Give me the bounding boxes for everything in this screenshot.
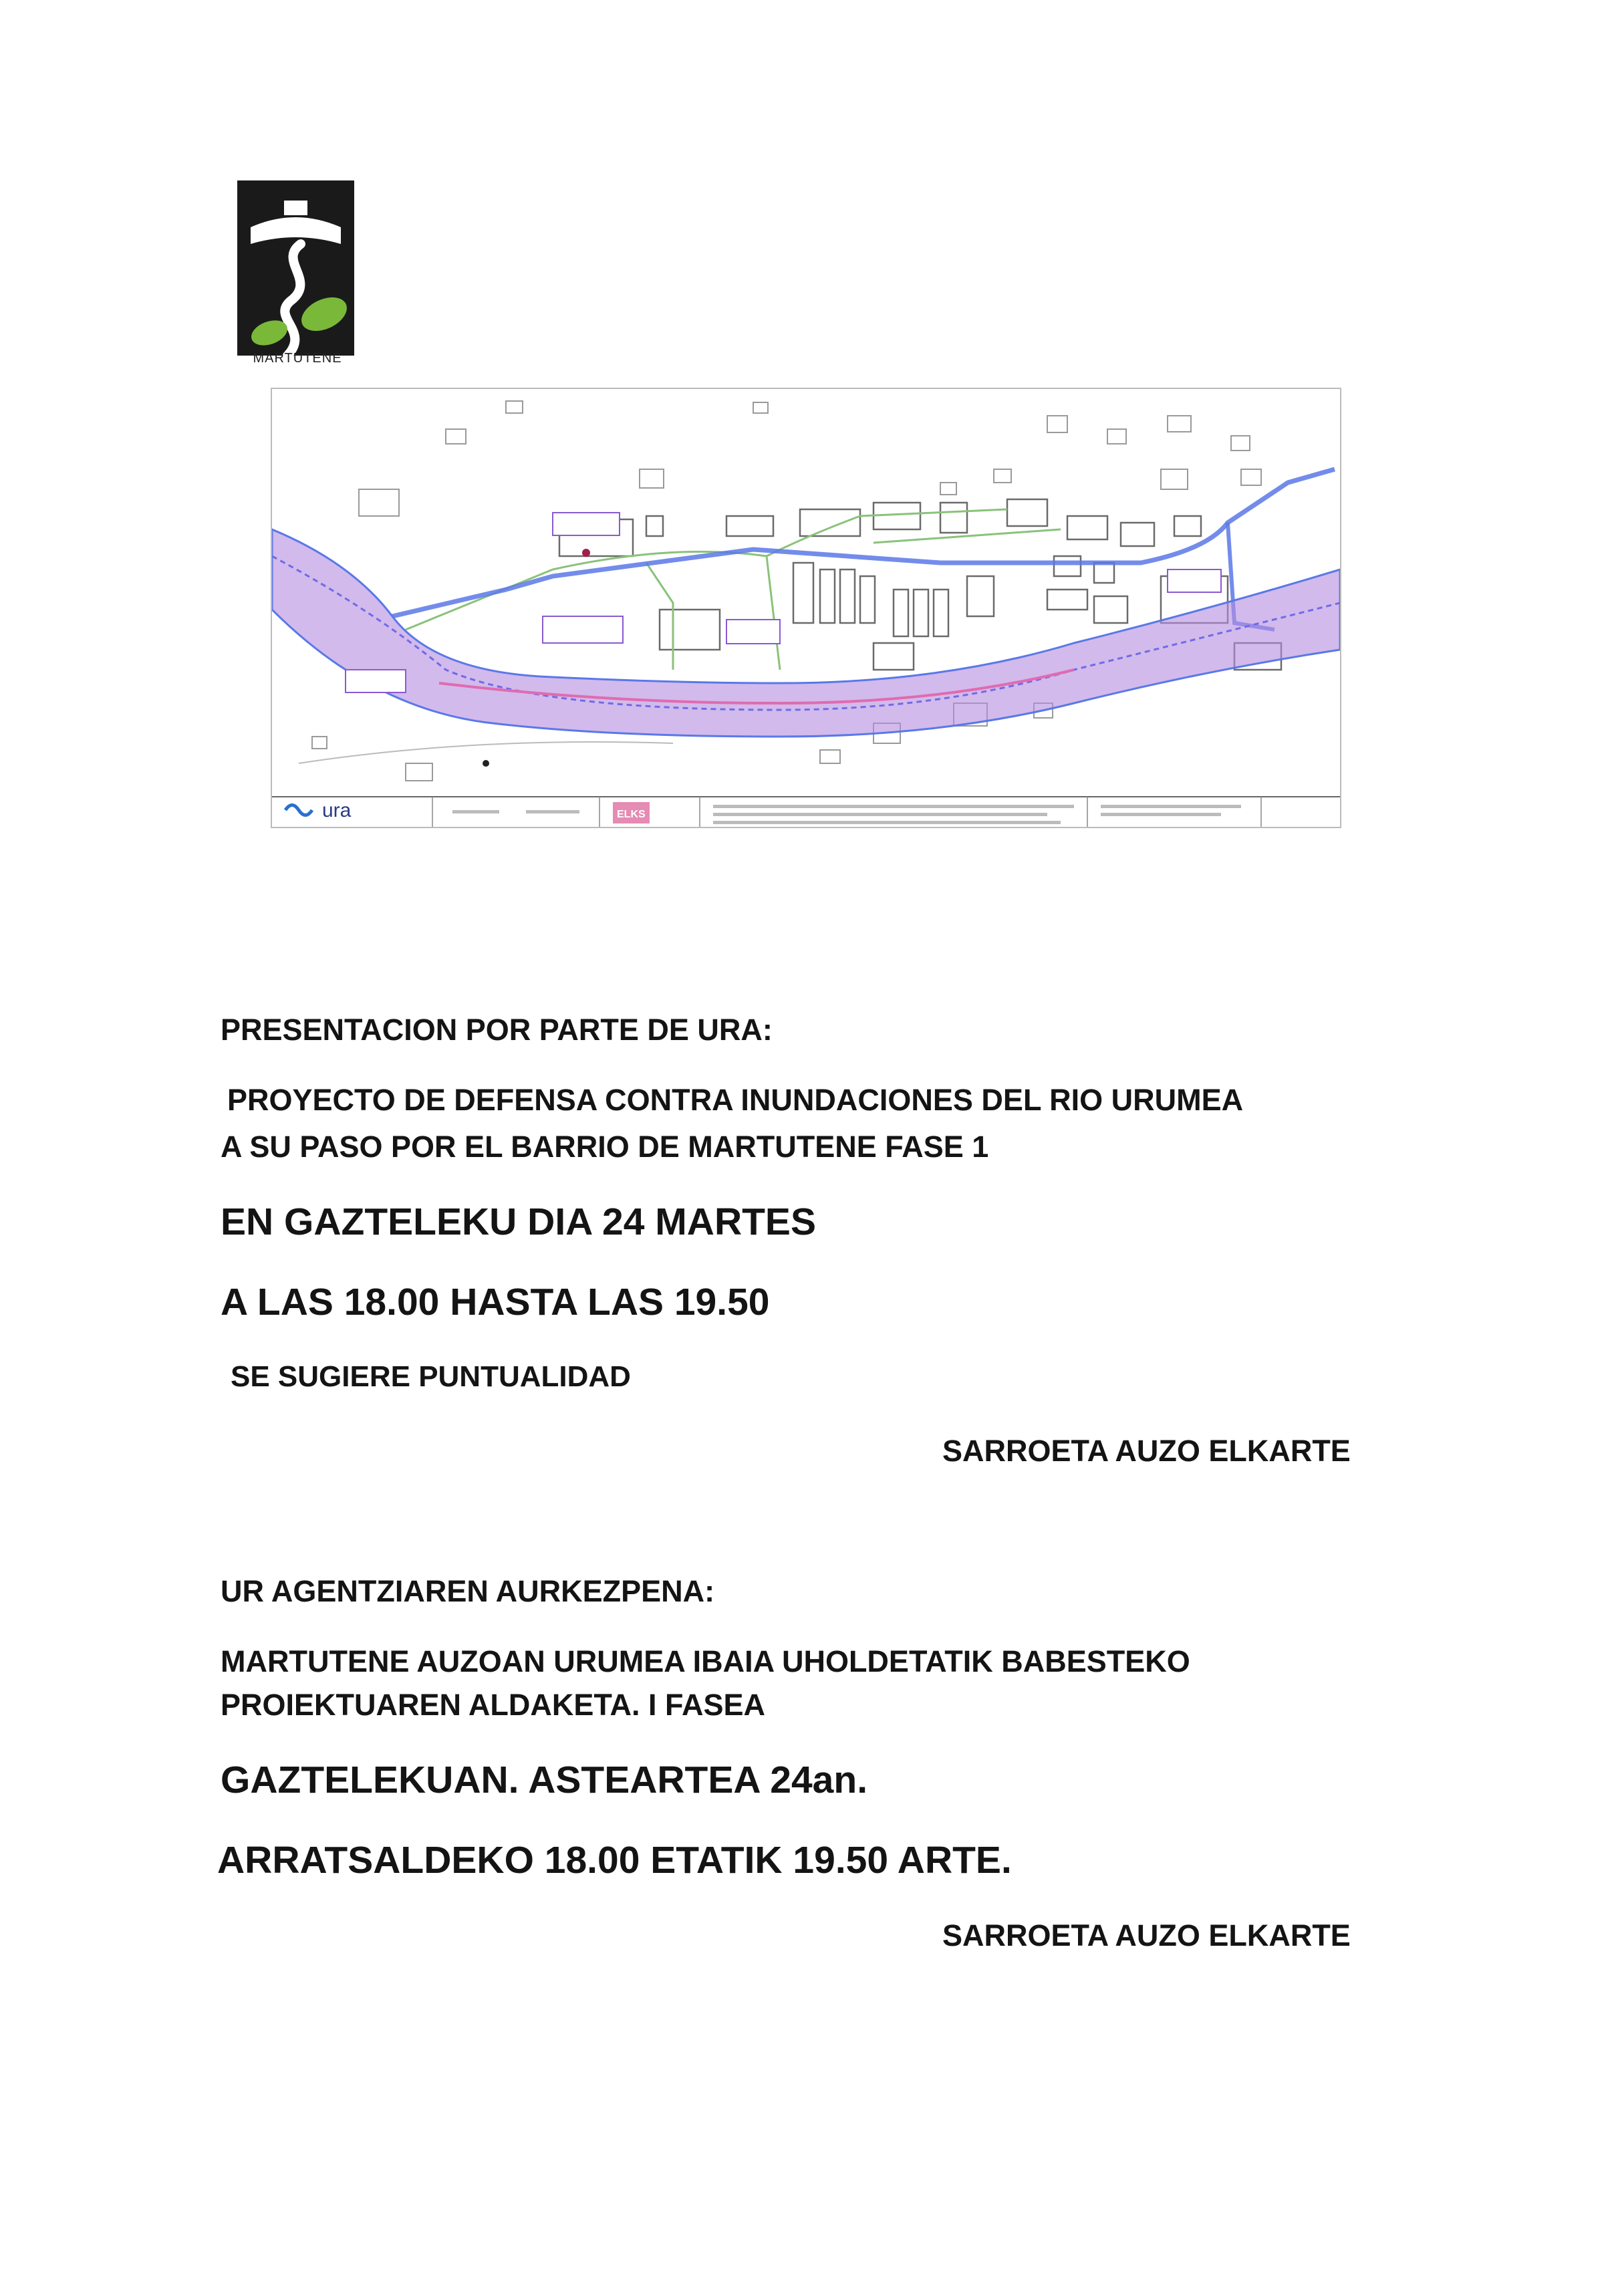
spanish-signature: SARROETA AUZO ELKARTE xyxy=(942,1434,1351,1468)
spanish-heading: PRESENTACION POR PARTE DE URA: xyxy=(221,1013,773,1047)
basque-project-line-2: PROIEKTUAREN ALDAKETA. I FASEA xyxy=(221,1688,766,1722)
martutene-logo-mark xyxy=(237,180,354,368)
basque-project-line-1: MARTUTENE AUZOAN URUMEA IBAIA UHOLDETATIK BABESTEKO xyxy=(221,1644,1190,1678)
spanish-note: SE SUGIERE PUNTUALIDAD xyxy=(231,1360,631,1393)
project-site-plan xyxy=(271,388,1341,828)
logo-caption: MARTUTENE xyxy=(253,351,342,366)
spanish-time: A LAS 18.00 HASTA LAS 19.50 xyxy=(221,1281,770,1323)
martutene-logo xyxy=(237,180,354,368)
ura-wave-icon xyxy=(285,805,312,815)
spanish-place-date: EN GAZTELEKU DIA 24 MARTES xyxy=(221,1200,816,1243)
map-footer-badge: ELKS xyxy=(617,809,646,820)
basque-signature: SARROETA AUZO ELKARTE xyxy=(942,1918,1351,1952)
spanish-project-line-2: A SU PASO POR EL BARRIO DE MARTUTENE FASE 1 xyxy=(221,1130,989,1164)
basque-place-date: GAZTELEKUAN. ASTEARTEA 24an. xyxy=(221,1759,868,1801)
basque-heading: UR AGENTZIAREN AURKEZPENA: xyxy=(221,1574,715,1608)
basque-time: ARRATSALDEKO 18.00 ETATIK 19.50 ARTE. xyxy=(217,1839,1012,1882)
spanish-project-line-1: PROYECTO DE DEFENSA CONTRA INUNDACIONES DEL RIO URUMEA xyxy=(227,1083,1244,1117)
ura-footer-logo: ura xyxy=(322,799,352,821)
